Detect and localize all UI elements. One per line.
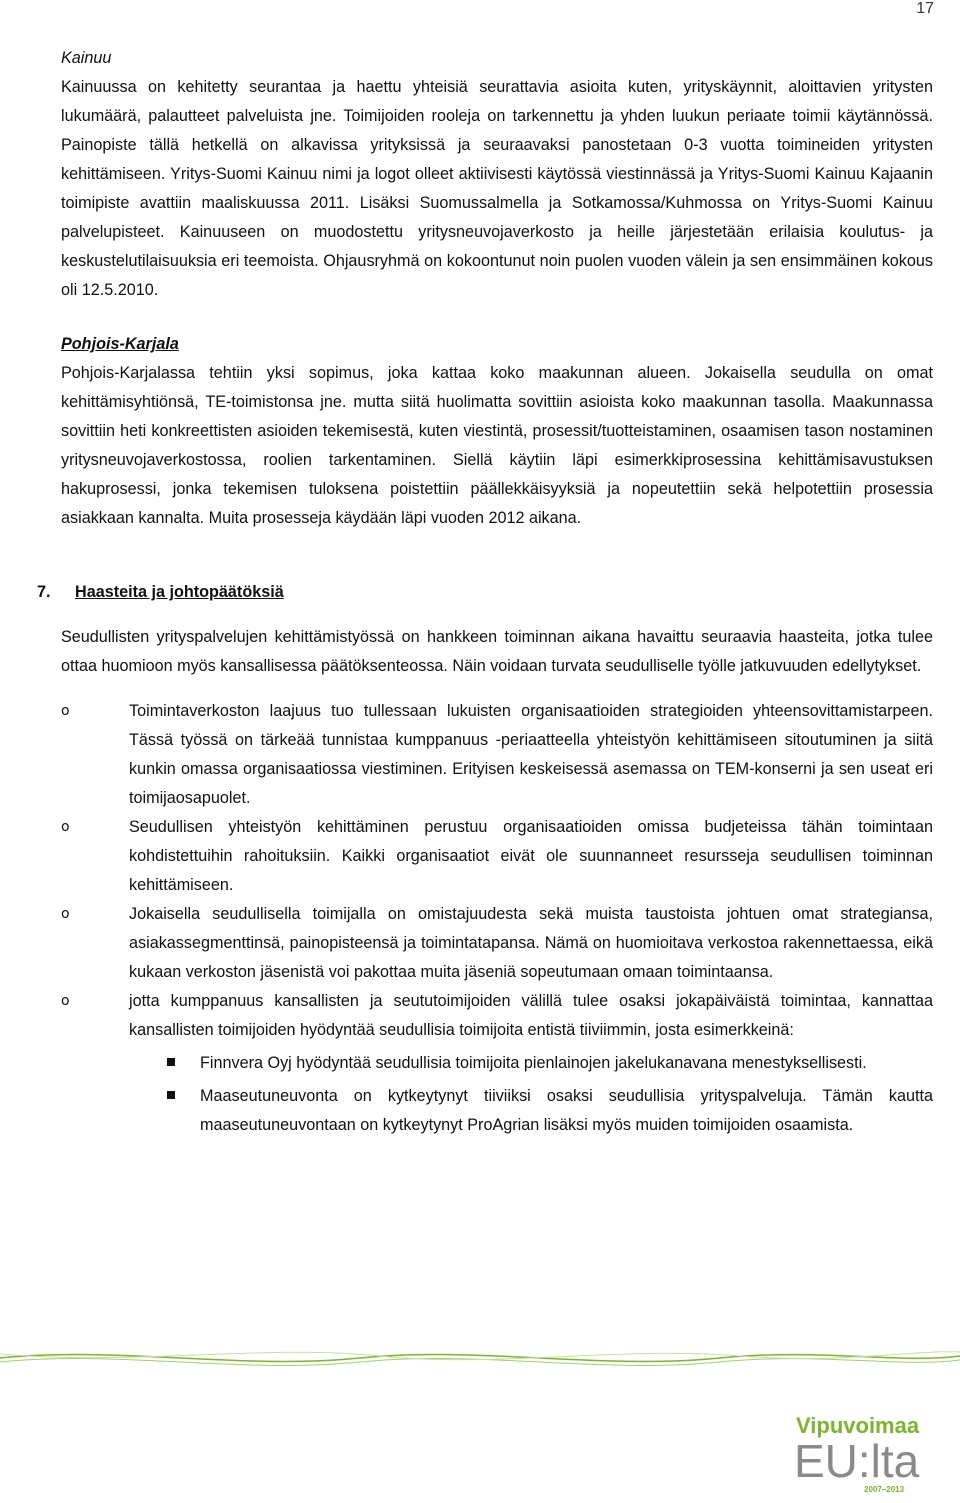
challenge-list (61, 697, 933, 1140)
document-body (37, 44, 933, 1144)
sub-list-item (129, 1049, 933, 1078)
paragraph-pohjois-karjala: Pohjois-Karjalassa tehtiin yksi sopimus, joka kattaa koko maakunnan alueen. Jokaisella seudulla on omat kehittämisyhtiönsä, TE-toimistonsa jne. mutta siitä huolimatta sovittiin asioista koko maakunnan tasolla. Maakunnassa sovittiin heti konkreettisten asioiden tekemisestä, kuten viestintä, prosessit/tuotteistaminen, osaamisen tason nostaminen yritysneuvojaverkostossa, roolien tarkentaminen. Siellä käytiin läpi esimerkkiprosessina kehittämisavustuksen hakuprosessi, jonka tekemisen tuloksena poistettiin päällekkäisyyksiä ja nopeutettiin sekä helpotettiin prosessia asiakkaan kannalta. Muita prosesseja käydään läpi vuoden 2012 aikana. (61, 364, 933, 527)
section-title-kainuu: Kainuu (61, 49, 112, 67)
circle-bullet-icon: o (61, 993, 70, 1009)
example-list (129, 1049, 933, 1140)
vipuvoimaa-eu-logo (786, 1413, 936, 1498)
list-item-text: Toimintaverkoston laajuus tuo tullessaan lukuisten organisaatioiden strategioiden yhteensovittamistarpeen. Tässä työssä on tärkeää tunnistaa kumppanuus -periaatteella yhteistyön kehittämiseen sitoutuminen ja siitä kunkin omassa organisaatiossa viestiminen. Erityisen keskeisessä asemassa on TEM-konserni ja sen useat eri toimijaosapuolet. (129, 702, 933, 807)
logo-line1: Vipuvoimaa (796, 1413, 920, 1438)
circle-bullet-icon: o (61, 906, 70, 922)
square-bullet-icon (167, 1058, 175, 1066)
chapter-title: Haasteita ja johtopäätöksiä (75, 583, 284, 601)
paragraph-kainuu: Kainuussa on kehitetty seurantaa ja haettu yhteisiä seurattavia asioita kuten, yrityskäynnit, aloittavien yritysten lukumäärä, palautteet palveluista jne. Toimijoiden rooleja on tarkennettu ja yhden luukun periaate toimii käytännössä. Painopiste tällä hetkellä on alkavissa yrityksissä ja seuraavaksi panostetaan 0-3 vuotta toimineiden yritysten kehittämiseen. Yritys-Suomi Kainuu nimi ja logot olleet aktiivisesti käytössä viestinnässä ja Yritys-Suomi Kainuu Kajaanin toimipiste avattiin maaliskuussa 2011. Lisäksi Suomussalmella ja Sotkamossa/Kuhmossa on Yritys-Suomi Kainuu palvelupisteet. Kainuuseen on muodostettu yritysneuvojaverkosto ja heille järjestetään erilaisia koulutus- ja keskustelutilaisuuksia eri teemoista. Ohjausryhmä on kokoontunut noin puolen vuoden välein ja sen ensimmäinen kokous oli 12.5.2010. (61, 78, 933, 299)
logo-years: 2007–2013 (864, 1485, 905, 1494)
list-item (61, 900, 933, 987)
chapter-number: 7. (37, 583, 51, 601)
sub-list-item-text: Maaseutuneuvonta on kytkeytynyt tiiviiksi osaksi seudullisia yrityspalveluja. Tämän kautta maaseutuneuvontaan on kytkeytynyt ProAgrian lisäksi myös muiden toimijoiden osaamista. (200, 1087, 933, 1134)
section-title-pohjois-karjala: Pohjois-Karjala (61, 335, 179, 353)
list-item (61, 697, 933, 813)
logo-line2: EU:lta (794, 1435, 920, 1487)
list-item (61, 813, 933, 900)
square-bullet-icon (167, 1091, 175, 1099)
page-number: 17 (916, 0, 934, 17)
list-item-text: Jokaisella seudullisella toimijalla on omistajuudesta sekä muista taustoista johtuen omat strategiansa, asiakassegmenttinsä, painopisteensä ja toimintatapansa. Nämä on huomioitava verkostoa rakennettaessa, eikä kukaan verkoston jäsenistä voi pakottaa muita jäseniä sopeutumaan omaan toimintaansa. (129, 905, 933, 981)
list-item (61, 987, 933, 1140)
sub-list-item-text: Finnvera Oyj hyödyntää seudullisia toimijoita pienlainojen jakelukanavana menestyksellisesti. (200, 1054, 867, 1072)
circle-bullet-icon: o (61, 819, 70, 835)
list-item-text: Seudullisen yhteistyön kehittäminen perustuu organisaatioiden omissa budjeteissa tähän toimintaan kohdistettuihin rahoituksiin. Kaikki organisaatiot eivät ole suunnanneet resursseja seudullisen toiminnan kehittämiseen. (129, 818, 933, 894)
circle-bullet-icon: o (61, 703, 70, 719)
paragraph-chapter-intro: Seudullisten yrityspalvelujen kehittämistyössä on hankkeen toiminnan aikana havaittu seuraavia haasteita, jotka tulee ottaa huomioon myös kansallisessa päätöksenteossa. Näin voidaan turvata seudulliselle työlle jatkuvuuden edellytykset. (61, 628, 933, 675)
sub-list-item (129, 1082, 933, 1140)
chapter-heading (37, 578, 909, 607)
footer-wave-decoration (0, 1340, 960, 1380)
list-item-text: jotta kumppanuus kansallisten ja seututoimijoiden välillä tulee osaksi jokapäiväistä toimintaa, kannattaa kansallisten toimijoiden hyödyntää seudullisia toimijoita entistä tiiviimmin, josta esimerkkeinä: (129, 992, 933, 1039)
